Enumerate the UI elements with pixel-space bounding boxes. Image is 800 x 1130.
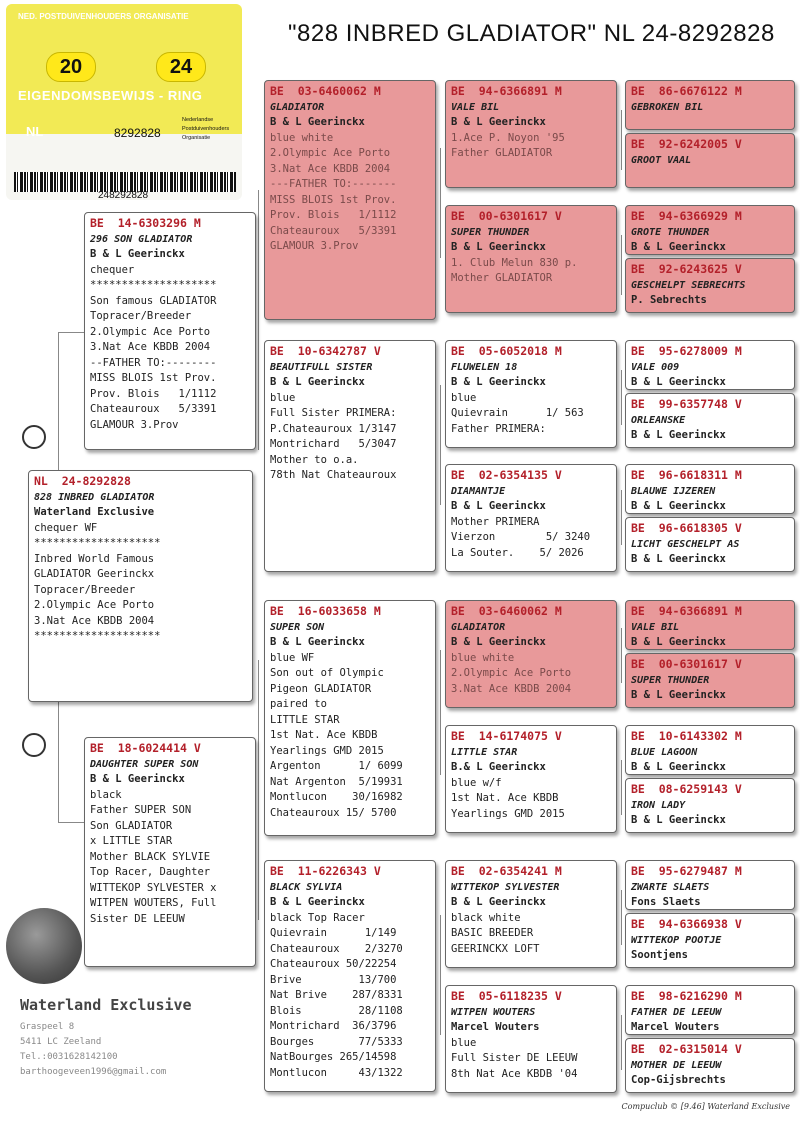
ring-number: BE 16-6033658 M xyxy=(270,604,381,618)
ring-certificate xyxy=(6,4,242,200)
grandfather-maternal-card[interactable] xyxy=(264,600,436,836)
pigeon-info-line: 2.Olympic Ace Porto xyxy=(90,325,211,338)
connector-line xyxy=(621,370,622,425)
pigeon-owner: B & L Geerinckx xyxy=(270,116,365,128)
pigeon-owner: B & L Geerinckx xyxy=(451,500,546,512)
pigeon-info-line: Chateauroux 15/ 5700 xyxy=(270,806,397,819)
connector-line xyxy=(58,702,59,822)
ring-number: BE 96-6618311 M xyxy=(631,468,742,482)
pigeon-info-line: GLAMOUR 3.Prov xyxy=(90,418,179,431)
ring-country: NL xyxy=(26,124,44,139)
great-ancestor-card[interactable] xyxy=(625,258,795,313)
pigeon-info-line: GLAMOUR 3.Prov xyxy=(270,240,359,252)
ring-number: BE 02-6315014 V xyxy=(631,1042,742,1056)
connector-line xyxy=(440,915,441,1035)
pigeon-info-line: Chateauroux 5/3391 xyxy=(270,224,397,237)
pigeon-info-line: 2.Olympic Ace Porto xyxy=(451,667,572,679)
pigeon-info-line: Nat Brive 287/8331 xyxy=(270,989,403,1001)
mother-card[interactable] xyxy=(84,737,256,967)
pigeon-info-line: Nat Argenton 5/19931 xyxy=(270,775,403,788)
ring-number: BE 95-6278009 M xyxy=(631,344,742,358)
breeder-address-line: Graspeel 8 xyxy=(20,1022,75,1032)
pigeon-info-line: 3.Nat Ace KBDB 2004 xyxy=(270,162,391,175)
ring-number: BE 92-6243625 V xyxy=(631,262,742,276)
breeder-name: Waterland Exclusive xyxy=(20,996,192,1014)
pigeon-info-line: 1.Ace P. Noyon '95 xyxy=(451,131,565,144)
great-ancestor-card[interactable] xyxy=(625,464,795,514)
pigeon-info-line: Prov. Blois 1/1112 xyxy=(270,209,397,221)
ring-org-small xyxy=(182,116,229,143)
pigeon-info-line: WITTEKOP SYLVESTER x xyxy=(90,881,217,894)
ring-certificate-header xyxy=(6,4,242,134)
pigeon-owner: Fons Slaets xyxy=(631,896,701,908)
binder-hole-icon xyxy=(22,733,46,757)
pigeon-info-line: Top Racer, Daughter xyxy=(90,866,211,878)
pigeon-name: DIAMANTJE xyxy=(451,485,506,497)
pigeon-name: DAUGHTER SUPER SON xyxy=(90,758,199,770)
pigeon-info-line: Yearlings GMD 2015 xyxy=(451,807,565,820)
ring-number: BE 14-6174075 V xyxy=(451,729,562,743)
pigeon-owner: B & L Geerinckx xyxy=(631,429,726,441)
pigeon-info-line: Quievrain 1/149 xyxy=(270,927,397,939)
pigeon-info-line: x LITTLE STAR xyxy=(90,835,173,847)
ring-number: BE 18-6024414 V xyxy=(90,741,201,755)
pigeon-owner: B & L Geerinckx xyxy=(631,636,726,648)
pigeon-info-line: Quievrain 1/ 563 xyxy=(451,407,584,419)
pigeon-info-line: 2.Olympic Ace Porto xyxy=(34,599,155,611)
pigeon-info-line: Topracer/Breeder xyxy=(34,583,136,596)
pigeon-info-line: ---FATHER TO:------- xyxy=(270,178,397,190)
pigeon-info-line: 2.Olympic Ace Porto xyxy=(270,147,391,159)
connector-line xyxy=(58,332,59,470)
great-ancestor-card[interactable] xyxy=(625,985,795,1035)
pigeon-info-line: WITPEN WOUTERS, Full xyxy=(90,897,217,909)
ring-number: BE 92-6242005 V xyxy=(631,137,742,151)
pigeon-info-line: P.Chateauroux 1/3147 xyxy=(270,422,397,435)
pigeon-name: GESCHELPT SEBRECHTS xyxy=(631,279,746,291)
connector-line xyxy=(258,660,259,920)
great-ancestor-card[interactable] xyxy=(625,778,795,833)
great-ancestor-card[interactable] xyxy=(625,913,795,968)
breeder-phone: Tel.:0031628142100 xyxy=(20,1052,118,1062)
pedigree-title: "828 INBRED GLADIATOR" NL 24-8292828 xyxy=(288,20,775,47)
ring-number: BE 02-6354241 M xyxy=(451,864,562,878)
connector-line xyxy=(440,650,441,775)
eigendom-text: EIGENDOMSBEWIJS - RING xyxy=(18,88,203,103)
connector-line xyxy=(621,1015,622,1070)
pigeon-info-line: Full Sister PRIMERA: xyxy=(270,407,397,419)
pigeon-name: FATHER DE LEEUW xyxy=(631,1006,722,1018)
pigeon-owner: B & L Geerinckx xyxy=(451,241,546,253)
pigeon-info-line: La Souter. 5/ 2026 xyxy=(451,546,584,559)
great-ancestor-card[interactable] xyxy=(625,725,795,775)
barcode-number: 248292828 xyxy=(98,190,149,200)
great-ancestor-card[interactable] xyxy=(625,340,795,390)
pigeon-info-line: 3.Nat Ace KBDB 2004 xyxy=(451,682,572,695)
ring-number: BE 94-6366891 M xyxy=(451,84,562,98)
pigeon-owner: B & L Geerinckx xyxy=(270,376,365,388)
ring-number: BE 94-6366938 V xyxy=(631,917,742,931)
great-ancestor-card[interactable] xyxy=(625,393,795,448)
pigeon-name: GEBROKEN BIL xyxy=(631,101,704,113)
pigeon-info-line: ******************** xyxy=(34,537,161,549)
ring-number: BE 10-6143302 M xyxy=(631,729,742,743)
pigeon-info-line: ******************** xyxy=(34,630,161,642)
ring-number: BE 96-6618305 V xyxy=(631,521,742,535)
great-ancestor-card[interactable] xyxy=(625,205,795,255)
pigeon-name: VALE 009 xyxy=(631,361,680,373)
pigeon-info-line: black Top Racer xyxy=(270,911,365,924)
pigeon-info-line: Chateauroux 2/3270 xyxy=(270,942,403,955)
ancestor-card[interactable] xyxy=(445,340,617,448)
pigeon-info-line: Son GLADIATOR xyxy=(90,819,173,832)
pigeon-name: 828 INBRED GLADIATOR xyxy=(34,491,155,503)
great-ancestor-card[interactable] xyxy=(625,133,795,188)
pigeon-owner: B.& L Geerinckx xyxy=(451,761,546,773)
pigeon-name: GROTE THUNDER xyxy=(631,226,710,238)
pigeon-info-line: Blois 28/1108 xyxy=(270,1004,403,1017)
pigeon-owner: Cop-Gijsbrechts xyxy=(631,1074,726,1086)
pigeon-info-line: black white xyxy=(451,911,521,924)
pigeon-name: BLAUWE IJZEREN xyxy=(631,485,716,497)
ring-number: 8292828 xyxy=(114,126,161,140)
ring-number: BE 14-6303296 M xyxy=(90,216,201,230)
grandmother-paternal-card[interactable] xyxy=(264,340,436,572)
ring-number: BE 03-6460062 M xyxy=(451,604,562,618)
pigeon-info-line: Vierzon 5/ 3240 xyxy=(451,531,591,543)
compuclub-credit: Compuclub © [9.46] Waterland Exclusive xyxy=(621,1102,790,1111)
grandmother-maternal-card[interactable] xyxy=(264,860,436,1092)
ancestor-card[interactable] xyxy=(445,464,617,572)
pigeon-name: VALE BIL xyxy=(631,621,680,633)
pigeon-owner: B & L Geerinckx xyxy=(90,248,185,260)
pigeon-info-line: LITTLE STAR xyxy=(270,713,340,726)
connector-line xyxy=(58,822,84,823)
ancestor-card[interactable] xyxy=(445,725,617,833)
pigeon-owner: B & L Geerinckx xyxy=(631,761,726,773)
pigeon-name: IRON LADY xyxy=(631,799,686,811)
pigeon-info-line: chequer xyxy=(90,263,135,276)
pigeon-name: GROOT VAAL xyxy=(631,154,692,166)
pigeon-owner: Soontjens xyxy=(631,949,688,961)
pigeon-info-line: 1st Nat. Ace KBDB xyxy=(270,729,378,741)
pigeon-name: WITTEKOP POOTJE xyxy=(631,934,722,946)
binder-hole-icon xyxy=(22,425,46,449)
pigeon-info-line: NatBourges 265/14598 xyxy=(270,1051,397,1063)
ring-number: BE 95-6279487 M xyxy=(631,864,742,878)
pigeon-name: BLACK SYLVIA xyxy=(270,881,343,893)
pigeon-owner: B & L Geerinckx xyxy=(631,500,726,512)
pigeon-owner: Marcel Wouters xyxy=(631,1021,720,1033)
ancestor-card[interactable] xyxy=(445,205,617,313)
pigeon-name: SUPER SON xyxy=(270,621,325,633)
great-ancestor-card[interactable] xyxy=(625,517,795,572)
great-ancestor-card[interactable] xyxy=(625,860,795,910)
connector-line xyxy=(621,110,622,170)
pigeon-info-line: BASIC BREEDER xyxy=(451,927,534,939)
ring-number: BE 08-6259143 V xyxy=(631,782,742,796)
pigeon-info-line: Argenton 1/ 6099 xyxy=(270,760,403,772)
pigeon-info-line: Chateauroux 5/3391 xyxy=(90,403,217,415)
pigeon-owner: B & L Geerinckx xyxy=(631,241,726,253)
breeder-address-line: 5411 LC Zeeland xyxy=(20,1037,102,1047)
pigeon-info-line: blue xyxy=(451,1036,477,1049)
ring-number: BE 00-6301617 V xyxy=(631,657,742,671)
pigeon-name: WITPEN WOUTERS xyxy=(451,1006,536,1018)
great-ancestor-card[interactable] xyxy=(625,1038,795,1093)
pigeon-info-line: blue white xyxy=(451,651,515,664)
pigeon-info-line: Bourges 77/5333 xyxy=(270,1035,403,1048)
grandfather-paternal-card[interactable] xyxy=(264,80,436,320)
ring-number: BE 98-6216290 M xyxy=(631,989,742,1003)
pigeon-owner: B & L Geerinckx xyxy=(631,376,726,388)
pigeon-info-line: MISS BLOIS 1st Prov. xyxy=(90,372,217,384)
pigeon-owner: B & L Geerinckx xyxy=(451,636,546,648)
pigeon-owner: B & L Geerinckx xyxy=(631,814,726,826)
pigeon-owner: B & L Geerinckx xyxy=(90,773,185,785)
ring-number: BE 11-6226343 V xyxy=(270,864,381,878)
pigeon-owner: B & L Geerinckx xyxy=(451,376,546,388)
pigeon-name: LICHT GESCHELPT AS xyxy=(631,538,740,550)
pigeon-name: ORLEANSKE xyxy=(631,414,686,426)
pigeon-info-line: Father SUPER SON xyxy=(90,804,192,816)
pigeon-info-line: chequer WF xyxy=(34,521,98,534)
connector-line xyxy=(621,890,622,945)
pigeon-name: BLUE LAGOON xyxy=(631,746,698,758)
pigeon-name: GLADIATOR xyxy=(270,101,325,113)
ring-org-small-line: Postduivenhouders xyxy=(182,126,230,132)
pigeon-name: WITTEKOP SYLVESTER xyxy=(451,881,560,893)
pigeon-info-line: Son famous GLADIATOR xyxy=(90,294,217,307)
pigeon-info-line: blue white xyxy=(270,131,334,144)
pigeon-info-line: Father PRIMERA: xyxy=(451,422,546,435)
great-ancestor-card[interactable] xyxy=(625,80,795,130)
ring-number: BE 94-6366929 M xyxy=(631,209,742,223)
ring-org-small-line: Organisatie xyxy=(182,135,211,141)
ring-number: BE 00-6301617 V xyxy=(451,209,562,223)
pigeon-info-line: blue xyxy=(451,391,477,404)
pigeon-info-line: 1st Nat. Ace KBDB xyxy=(451,792,559,804)
pigeon-info-line: Mother GLADIATOR xyxy=(451,272,553,284)
ring-number: BE 10-6342787 V xyxy=(270,344,381,358)
pigeon-name: LITTLE STAR xyxy=(451,746,518,758)
father-card[interactable] xyxy=(84,212,256,450)
pigeon-info-line: --FATHER TO:-------- xyxy=(90,356,217,369)
great-ancestor-card[interactable] xyxy=(625,653,795,708)
pigeon-info-line: blue WF xyxy=(270,651,315,664)
ring-number: BE 05-6052018 M xyxy=(451,344,562,358)
pigeon-owner: Waterland Exclusive xyxy=(34,506,155,518)
ring-number: BE 05-6118235 V xyxy=(451,989,562,1003)
connector-line xyxy=(258,190,259,450)
connector-line xyxy=(440,148,441,258)
ring-org-text: NED. POSTDUIVENHOUDERS ORGANISATIE xyxy=(18,12,189,21)
pigeon-info-line: paired to xyxy=(270,698,327,710)
ring-org-small-line: Nederlandse xyxy=(182,117,214,123)
ancestor-card[interactable] xyxy=(445,600,617,708)
pigeon-info-line: 3.Nat Ace KBDB 2004 xyxy=(90,341,211,353)
ring-number: BE 86-6676122 M xyxy=(631,84,742,98)
pigeon-owner: B & L Geerinckx xyxy=(451,896,546,908)
connector-line xyxy=(621,760,622,815)
pigeon-info-line: blue xyxy=(270,391,296,404)
barcode xyxy=(14,172,236,192)
pigeon-info-line: Brive 13/700 xyxy=(270,973,397,986)
pigeon-info-line: Sister DE LEEUW xyxy=(90,912,185,925)
pigeon-name: MOTHER DE LEEUW xyxy=(631,1059,722,1071)
pigeon-name: SUPER THUNDER xyxy=(631,674,710,686)
pigeon-info-line: black xyxy=(90,788,122,801)
pigeon-owner: B & L Geerinckx xyxy=(631,553,726,565)
ancestor-card[interactable] xyxy=(445,80,617,188)
pigeon-info-line: 78th Nat Chateauroux xyxy=(270,469,397,481)
pigeon-owner: Marcel Wouters xyxy=(451,1021,540,1033)
ancestor-card[interactable] xyxy=(445,985,617,1093)
pigeon-owner: B & L Geerinckx xyxy=(631,689,726,701)
coin-seal-icon xyxy=(6,908,82,984)
pigeon-name: 296 SON GLADIATOR xyxy=(90,233,193,245)
pigeon-name: GLADIATOR xyxy=(451,621,506,633)
connector-line xyxy=(440,385,441,505)
connector-line xyxy=(621,235,622,295)
pigeon-info-line: 1. Club Melun 830 p. xyxy=(451,256,578,269)
pigeon-info-line: MISS BLOIS 1st Prov. xyxy=(270,193,397,206)
pigeon-owner: B & L Geerinckx xyxy=(270,636,365,648)
pigeon-info-line: Son out of Olympic xyxy=(270,667,384,679)
pigeon-info-line: Mother to o.a. xyxy=(270,453,359,466)
year-right-badge: 24 xyxy=(156,52,206,82)
pigeon-info-line: Montlucon 43/1322 xyxy=(270,1066,403,1079)
pigeon-info-line: blue w/f xyxy=(451,776,502,789)
pigeon-owner: B & L Geerinckx xyxy=(451,116,546,128)
year-left-badge: 20 xyxy=(46,52,96,82)
pigeon-info-line: ******************** xyxy=(90,279,217,291)
connector-line xyxy=(621,628,622,683)
ring-number: NL 24-8292828 xyxy=(34,474,131,488)
pigeon-info-line: Mother BLACK SYLVIE xyxy=(90,850,211,863)
ancestor-card[interactable] xyxy=(445,860,617,968)
pigeon-name: VALE BIL xyxy=(451,101,500,113)
breeder-email-link[interactable]: barthoogeveen1996@gmail.com xyxy=(20,1067,167,1077)
pigeon-info-line: Chateauroux 50/22254 xyxy=(270,958,397,970)
pigeon-owner: B & L Geerinckx xyxy=(270,896,365,908)
ring-number: BE 99-6357748 V xyxy=(631,397,742,411)
pigeon-info-line: Yearlings GMD 2015 xyxy=(270,744,384,757)
pigeon-info-line: Mother PRIMERA xyxy=(451,515,540,528)
pigeon-owner: P. Sebrechts xyxy=(631,294,707,306)
pigeon-info-line: Pigeon GLADIATOR xyxy=(270,682,372,695)
pigeon-info-line: Prov. Blois 1/1112 xyxy=(90,387,217,400)
pigeon-info-line: 8th Nat Ace KBDB '04 xyxy=(451,1067,578,1080)
pigeon-info-line: Full Sister DE LEEUW xyxy=(451,1052,578,1064)
pigeon-info-line: Inbred World Famous xyxy=(34,552,155,565)
pigeon-name: ZWARTE SLAETS xyxy=(631,881,710,893)
pigeon-info-line: GEERINCKX LOFT xyxy=(451,942,540,955)
great-ancestor-card[interactable] xyxy=(625,600,795,650)
pigeon-info-line: GLADIATOR Geerinckx xyxy=(34,568,155,580)
pigeon-info-line: Topracer/Breeder xyxy=(90,310,192,322)
subject-pigeon-card[interactable] xyxy=(28,470,253,702)
pigeon-info-line: Montrichard 5/3047 xyxy=(270,438,397,450)
pigeon-name: FLUWELEN 18 xyxy=(451,361,518,373)
pigeon-info-line: Montrichard 36/3796 xyxy=(270,1020,397,1032)
pigeon-info-line: Montlucon 30/16982 xyxy=(270,791,403,803)
ring-number: BE 03-6460062 M xyxy=(270,84,381,98)
pigeon-info-line: 3.Nat Ace KBDB 2004 xyxy=(34,614,155,627)
ring-number: BE 02-6354135 V xyxy=(451,468,562,482)
pigeon-info-line: Father GLADIATOR xyxy=(451,147,553,159)
connector-line xyxy=(58,332,84,333)
connector-line xyxy=(621,490,622,545)
pigeon-name: BEAUTIFULL SISTER xyxy=(270,361,373,373)
ring-number: BE 94-6366891 M xyxy=(631,604,742,618)
pigeon-name: SUPER THUNDER xyxy=(451,226,530,238)
